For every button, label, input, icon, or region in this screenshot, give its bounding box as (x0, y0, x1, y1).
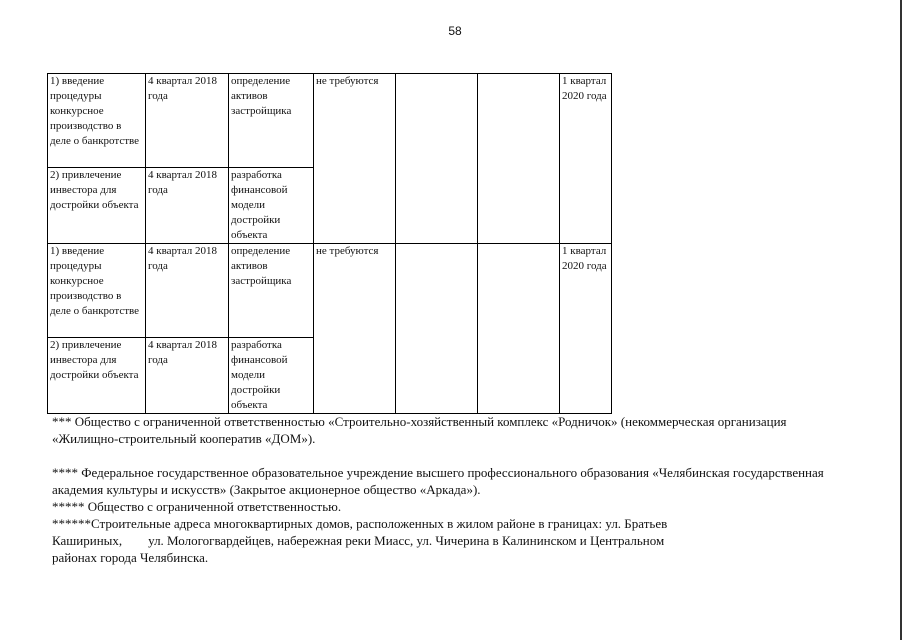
deadline-cell: 4 квартал 2018 года (146, 244, 229, 338)
spacer (52, 447, 832, 464)
footnote-5: ***** Общество с ограниченной ответственностью. (52, 499, 342, 514)
step-cell: 1) введение процедуры конкурсное производство в деле о банкротстве (48, 74, 146, 168)
table-row (48, 244, 612, 338)
empty-cell (478, 74, 560, 244)
completion-cell: 1 квартал 2020 года (560, 244, 612, 414)
completion-cell: 1 квартал 2020 года (560, 74, 612, 244)
funding-cell: не требуются (314, 244, 396, 414)
footnote-6-street-b: ул. Мологогвардейцев, набережная реки Миасс, ул. Чичерина в Калининском и Центральном (148, 533, 665, 548)
page-edge-line (900, 0, 902, 640)
footnote-6-line-3: районах города Челябинска. (52, 550, 209, 565)
empty-cell (396, 244, 478, 414)
step-cell: 2) привлечение инвестора для достройки объекта (48, 338, 146, 414)
table-row (48, 74, 612, 168)
deadline-cell: 4 квартал 2018 года (146, 338, 229, 414)
footnote-3: *** Общество с ограниченной ответственностью «Строительно-хозяйственный комплекс «Родничок» (некоммерческая организация «Жилищно-строительный кооператив «ДОМ»). (52, 414, 787, 446)
step-cell: 2) привлечение инвестора для достройки объекта (48, 168, 146, 244)
page-number: 58 (448, 24, 462, 38)
step-cell: 1) введение процедуры конкурсное производство в деле о банкротстве (48, 244, 146, 338)
footnote-6-line-2 (52, 532, 832, 549)
action-cell: определение активов застройщика (229, 244, 314, 338)
measures-table (47, 73, 612, 414)
deadline-cell: 4 квартал 2018 года (146, 74, 229, 168)
empty-cell (396, 74, 478, 244)
funding-cell: не требуются (314, 74, 396, 244)
footnote-4: **** Федеральное государственное образовательное учреждение высшего профессионального образования «Челябинская государственная академия культуры и искусств» (Закрытое акционерное общество «Аркада»). (52, 465, 824, 497)
deadline-cell: 4 квартал 2018 года (146, 168, 229, 244)
action-cell: разработка финансовой модели достройки объекта (229, 168, 314, 244)
footnote-6-line-1: ******Строительные адреса многоквартирных домов, расположенных в жилом районе в границах: ул. Братьев (52, 516, 668, 531)
footnote-6-street-a: Кашириных, (52, 533, 123, 548)
footnotes (52, 413, 832, 566)
action-cell: разработка финансовой модели достройки объекта (229, 338, 314, 414)
empty-cell (478, 244, 560, 414)
action-cell: определение активов застройщика (229, 74, 314, 168)
